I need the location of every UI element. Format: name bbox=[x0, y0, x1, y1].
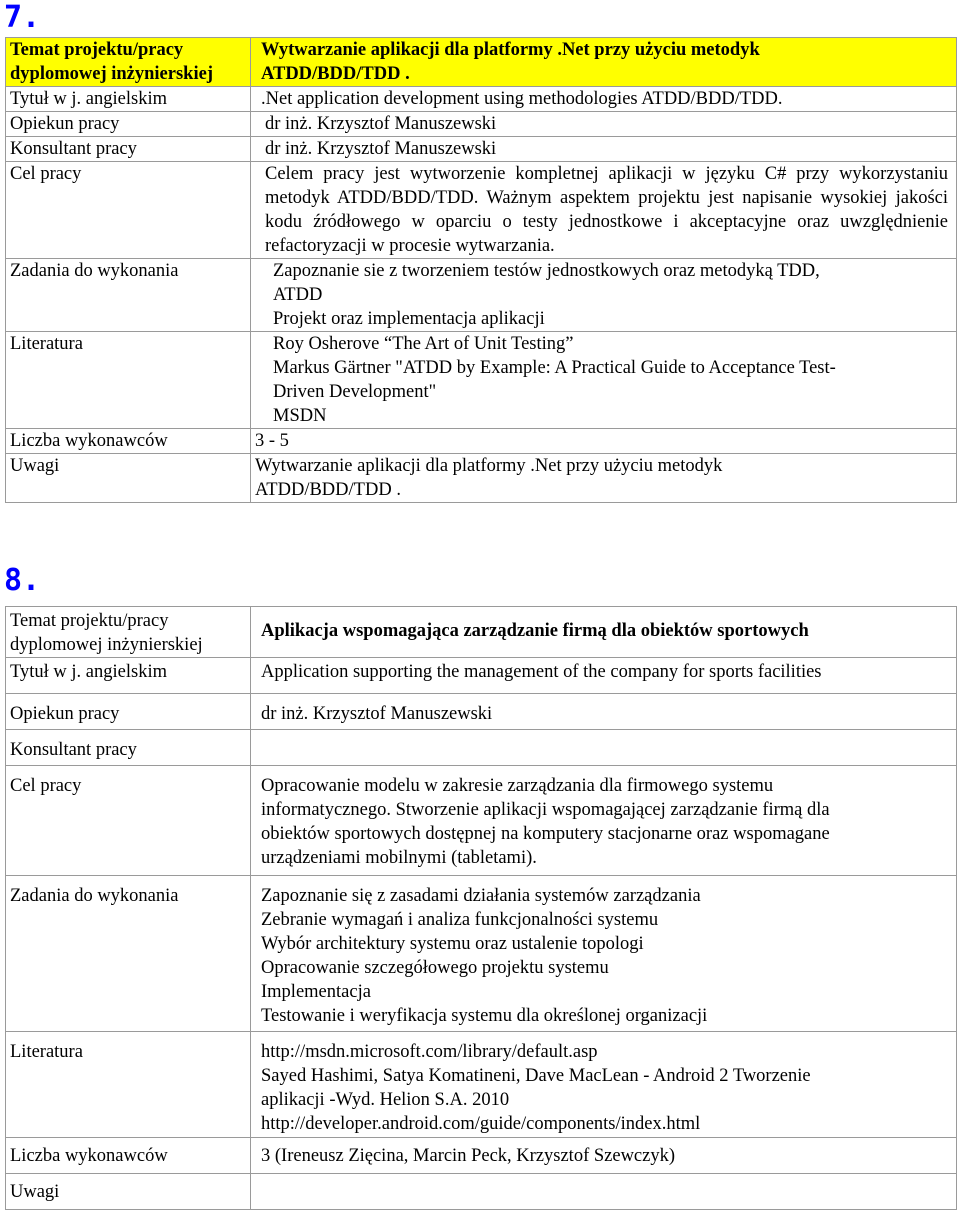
english-value: Application supporting the management of the company for sports facilities bbox=[251, 658, 957, 694]
goal-row bbox=[6, 766, 957, 876]
supervisor-value: dr inż. Krzysztof Manuszewski bbox=[251, 694, 957, 730]
list-item: aplikacji -Wyd. Helion S.A. 2010 bbox=[261, 1090, 510, 1110]
literature-label: Literatura bbox=[6, 332, 251, 429]
list-item: Wybór architektury systemu oraz ustalenie topologi bbox=[261, 934, 644, 954]
tasks-label: Zadania do wykonania bbox=[6, 876, 251, 1032]
list-item: Zapoznanie się z zasadami działania systemów zarządzania bbox=[261, 886, 701, 906]
list-item: http://msdn.microsoft.com/library/default.asp bbox=[261, 1042, 598, 1062]
list-item: Driven Development" bbox=[273, 382, 437, 402]
notes-label: Uwagi bbox=[6, 454, 251, 503]
literature-label: Literatura bbox=[6, 1032, 251, 1138]
list-item: Sayed Hashimi, Satya Komatineni, Dave MacLean - Android 2 Tworzenie bbox=[261, 1066, 811, 1086]
supervisor-row bbox=[6, 112, 957, 137]
consultant-label: Konsultant pracy bbox=[6, 137, 251, 162]
count-label: Liczba wykonawców bbox=[6, 1138, 251, 1174]
consultant-label: Konsultant pracy bbox=[6, 730, 251, 766]
list-item: Zebranie wymagań i analiza funkcjonalności systemu bbox=[261, 910, 659, 930]
consultant-value bbox=[251, 730, 957, 766]
project-7-table bbox=[5, 37, 957, 503]
tasks-row bbox=[6, 876, 957, 1032]
literature-list bbox=[251, 332, 957, 429]
topic-label: Temat projektu/pracy dyplomowej inżynierskiej bbox=[6, 38, 251, 87]
literature-row bbox=[6, 1032, 957, 1138]
notes-value bbox=[251, 1174, 957, 1210]
list-item: MSDN bbox=[273, 406, 327, 426]
list-item: Markus Gärtner "ATDD by Example: A Practical Guide to Acceptance Test- bbox=[273, 358, 836, 378]
goal-label: Cel pracy bbox=[6, 162, 251, 259]
literature-list bbox=[251, 1032, 957, 1138]
supervisor-label: Opiekun pracy bbox=[6, 112, 251, 137]
count-row bbox=[6, 1138, 957, 1174]
english-title-row bbox=[6, 658, 957, 694]
supervisor-row bbox=[6, 694, 957, 730]
english-label: Tytuł w j. angielskim bbox=[6, 658, 251, 694]
list-item: Zapoznanie sie z tworzeniem testów jednostkowych oraz metodyką TDD, bbox=[273, 261, 820, 281]
list-item: Roy Osherove “The Art of Unit Testing” bbox=[273, 334, 574, 354]
goal-row bbox=[6, 162, 957, 259]
tasks-list bbox=[251, 259, 957, 332]
list-item: Implementacja bbox=[261, 982, 371, 1002]
english-label: Tytuł w j. angielskim bbox=[6, 87, 251, 112]
list-item: ATDD bbox=[273, 285, 323, 305]
consultant-value: dr inż. Krzysztof Manuszewski bbox=[251, 137, 957, 162]
list-item: Projekt oraz implementacja aplikacji bbox=[273, 309, 545, 329]
goal-value: Opracowanie modelu w zakresie zarządzania dla firmowego systemu informatycznego. Stworzenie aplikacji wspomagającej zarządzanie firmą dla obiektów sportowych dostępnej na komputery stacjonarne oraz wspomagane urządzeniami mobilnymi (tabletami). bbox=[251, 766, 957, 876]
topic-value: Aplikacja wspomagająca zarządzanie firmą dla obiektów sportowych bbox=[251, 607, 957, 658]
count-value: 3 - 5 bbox=[251, 429, 957, 454]
literature-row bbox=[6, 332, 957, 429]
count-label: Liczba wykonawców bbox=[6, 429, 251, 454]
notes-label: Uwagi bbox=[6, 1174, 251, 1210]
english-title-row bbox=[6, 87, 957, 112]
project-8-table bbox=[5, 606, 957, 1210]
notes-value: Wytwarzanie aplikacji dla platformy .Net przy użyciu metodyk ATDD/BDD/TDD . bbox=[251, 454, 957, 503]
tasks-row bbox=[6, 259, 957, 332]
list-item: Testowanie i weryfikacja systemu dla określonej organizacji bbox=[261, 1006, 708, 1026]
topic-row bbox=[6, 607, 957, 658]
topic-row bbox=[6, 38, 957, 87]
count-row bbox=[6, 429, 957, 454]
consultant-row bbox=[6, 137, 957, 162]
consultant-row bbox=[6, 730, 957, 766]
english-value: .Net application development using methodologies ATDD/BDD/TDD. bbox=[251, 87, 957, 112]
goal-label: Cel pracy bbox=[6, 766, 251, 876]
notes-row bbox=[6, 454, 957, 503]
topic-value: Wytwarzanie aplikacji dla platformy .Net przy użyciu metodyk ATDD/BDD/TDD . bbox=[251, 38, 957, 87]
tasks-label: Zadania do wykonania bbox=[6, 259, 251, 332]
topic-label: Temat projektu/pracy dyplomowej inżynierskiej bbox=[6, 607, 251, 658]
goal-value: Celem pracy jest wytworzenie kompletnej aplikacji w języku C# przy wykorzystaniu metodyk ATDD/BDD/TDD. Ważnym aspektem projektu jest napisanie wysokiej jakości kodu źródłowego w oparciu o testy jednostkowe i akceptacyjne oraz uwzględnienie refactoryzacji w procesie wytwarzania. bbox=[251, 162, 957, 259]
section-7-number: 7. bbox=[4, 0, 41, 35]
section-8-number: 8. bbox=[4, 563, 41, 598]
supervisor-value: dr inż. Krzysztof Manuszewski bbox=[251, 112, 957, 137]
list-item: http://developer.android.com/guide/components/index.html bbox=[261, 1114, 701, 1134]
count-value: 3 (Ireneusz Zięcina, Marcin Peck, Krzysztof Szewczyk) bbox=[251, 1138, 957, 1174]
list-item: Opracowanie szczegółowego projektu systemu bbox=[261, 958, 609, 978]
tasks-list bbox=[251, 876, 957, 1032]
notes-row bbox=[6, 1174, 957, 1210]
supervisor-label: Opiekun pracy bbox=[6, 694, 251, 730]
